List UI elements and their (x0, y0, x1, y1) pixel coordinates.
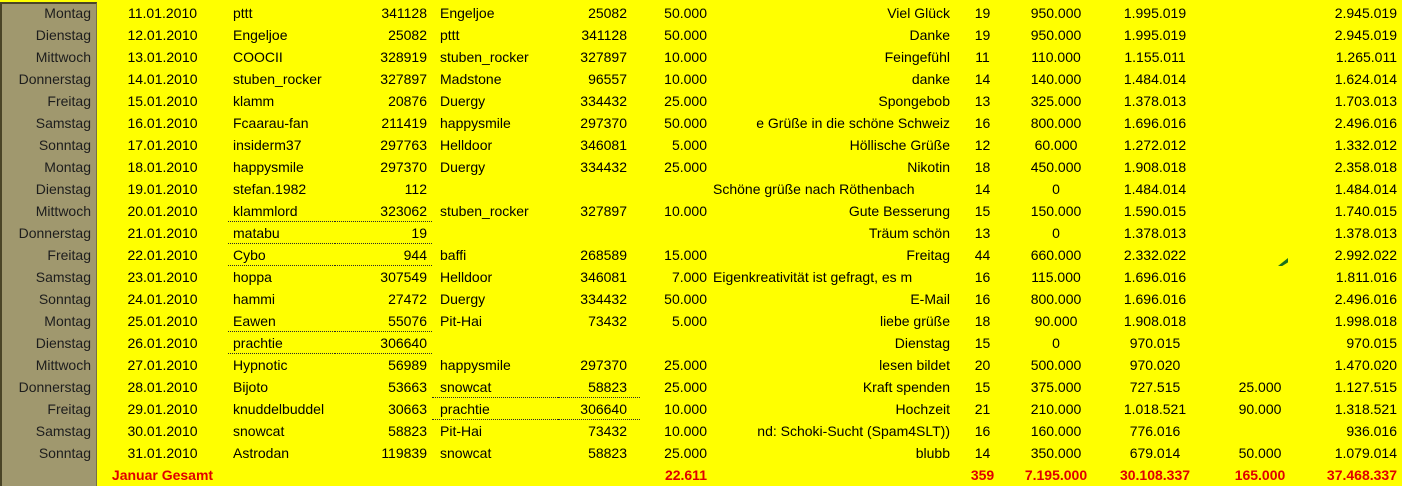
cell-subtotal1[interactable]: 350.000 (1030, 445, 1082, 461)
cell-id2[interactable]: 96557 (588, 71, 627, 87)
cell-day[interactable]: Dienstag (35, 27, 91, 43)
cell-amount[interactable]: 50.000 (664, 5, 707, 21)
cell-message[interactable]: Eigenkreativität ist gefragt, es m (713, 269, 913, 285)
cell-id2[interactable]: 334432 (580, 291, 627, 307)
cell-user2[interactable]: prachtie (432, 398, 558, 420)
cell-user2[interactable]: Pit-Hai (440, 313, 483, 329)
cell-total[interactable]: 2.945.019 (1334, 27, 1397, 43)
cell-subtotal1[interactable]: 115.000 (1031, 269, 1081, 285)
cell-total[interactable]: 1.470.020 (1334, 357, 1397, 373)
cell-subtotal1[interactable]: 140.000 (1030, 71, 1082, 87)
cell-message[interactable]: Hochzeit (895, 401, 950, 417)
cell-day[interactable]: Montag (44, 159, 91, 175)
cell-user2[interactable]: Helldoor (440, 137, 493, 153)
cell-subtotal1[interactable]: 210.000 (1030, 401, 1082, 417)
cell-subtotal2[interactable]: 1.155.011 (1124, 49, 1186, 65)
total-row-label[interactable]: Januar Gesamt (111, 467, 214, 483)
cell-date[interactable]: 14.01.2010 (127, 71, 198, 87)
cell-id2[interactable] (558, 464, 640, 486)
cell-user1[interactable]: Hypnotic (233, 357, 288, 373)
cell-id1[interactable]: 297370 (380, 159, 427, 175)
cell-message[interactable]: blubb (915, 445, 950, 461)
cell-total[interactable]: 1.484.014 (1334, 181, 1397, 197)
cell-subtotal2[interactable]: 970.020 (1129, 357, 1181, 373)
cell-bonus[interactable] (1210, 332, 1310, 354)
total-amount[interactable]: 22.611 (664, 467, 707, 483)
cell-count[interactable]: 15 (974, 203, 991, 219)
cell-id1[interactable]: 112 (404, 181, 427, 197)
cell-user2[interactable]: Pit-Hai (440, 423, 483, 439)
cell-user1[interactable]: prachtie (228, 332, 335, 354)
cell-date[interactable]: 19.01.2010 (127, 181, 198, 197)
cell-amount[interactable]: 5.000 (671, 313, 707, 329)
cell-user2[interactable]: happysmile (440, 357, 511, 373)
cell-message[interactable]: Freitag (906, 247, 950, 263)
cell-day[interactable]: Montag (44, 313, 91, 329)
cell-count[interactable]: 21 (974, 401, 991, 417)
cell-amount[interactable]: 25.000 (664, 93, 707, 109)
cell-day[interactable]: Dienstag (35, 335, 91, 351)
cell-id2[interactable]: 58823 (558, 376, 640, 398)
cell-amount[interactable]: 10.000 (664, 49, 707, 65)
cell-subtotal1[interactable]: 0 (1052, 335, 1060, 351)
cell-id2[interactable] (558, 178, 640, 200)
cell-date[interactable]: 16.01.2010 (127, 115, 198, 131)
cell-date[interactable]: 30.01.2010 (127, 423, 198, 439)
cell-user1[interactable]: Cybo (228, 244, 335, 266)
cell-day[interactable]: Mittwoch (35, 203, 91, 219)
cell-subtotal2[interactable]: 2.332.022 (1123, 247, 1187, 263)
cell-id2[interactable]: 346081 (580, 137, 627, 153)
cell-amount[interactable]: 25.000 (664, 357, 707, 373)
cell-id1[interactable]: 211419 (381, 115, 427, 131)
cell-total[interactable]: 1.332.012 (1334, 137, 1397, 153)
cell-message[interactable]: nd: Schoki-Sucht (Spam4SLT)) (757, 423, 950, 439)
cell-subtotal1[interactable]: 0 (1052, 181, 1060, 197)
cell-id2[interactable]: 334432 (580, 93, 627, 109)
cell-message[interactable]: Träum schön (868, 225, 950, 241)
cell-bonus[interactable] (1210, 134, 1310, 156)
cell-count[interactable]: 16 (974, 269, 991, 285)
cell-count[interactable]: 14 (974, 71, 991, 87)
cell-bonus[interactable] (1210, 68, 1310, 90)
cell-message[interactable]: Nikotin (907, 159, 950, 175)
cell-user2[interactable]: Duergy (440, 93, 486, 109)
cell-amount[interactable]: 10.000 (664, 203, 707, 219)
cell-user2[interactable]: happysmile (440, 115, 511, 131)
cell-day[interactable]: Montag (44, 5, 91, 21)
cell-total[interactable]: 2.945.019 (1334, 5, 1397, 21)
cell-day[interactable]: Sonntag (38, 291, 91, 307)
cell-id1[interactable]: 323062 (335, 200, 432, 222)
cell-subtotal2[interactable]: 727.515 (1129, 379, 1181, 395)
cell-user2[interactable]: stuben_rocker (440, 49, 529, 65)
cell-bonus[interactable] (1210, 200, 1310, 222)
cell-user1[interactable]: Eawen (228, 310, 335, 332)
cell-subtotal2[interactable]: 1.484.014 (1123, 71, 1187, 87)
cell-message[interactable] (712, 464, 953, 486)
cell-id2[interactable]: 327897 (580, 49, 627, 65)
cell-count[interactable]: 13 (974, 93, 991, 109)
cell-count[interactable]: 11 (975, 49, 990, 65)
cell-total[interactable]: 2.992.022 (1334, 247, 1397, 263)
cell-user1[interactable]: Astrodan (233, 445, 290, 461)
cell-total[interactable]: 2.496.016 (1334, 291, 1397, 307)
cell-subtotal2[interactable]: 1.908.018 (1123, 313, 1187, 329)
cell-total[interactable]: 1.703.013 (1334, 93, 1397, 109)
cell-amount[interactable]: 10.000 (664, 401, 707, 417)
cell-id1[interactable]: 19 (335, 222, 432, 244)
cell-bonus[interactable] (1210, 354, 1310, 376)
cell-amount[interactable]: 50.000 (664, 291, 707, 307)
cell-user2[interactable]: Duergy (440, 159, 486, 175)
cell-id1[interactable]: 119839 (381, 445, 427, 461)
cell-user1[interactable]: snowcat (233, 423, 285, 439)
cell-subtotal2[interactable]: 1.696.016 (1123, 115, 1187, 131)
cell-subtotal2[interactable]: 1.590.015 (1123, 203, 1187, 219)
cell-total[interactable]: 1.318.521 (1334, 401, 1397, 417)
cell-id1[interactable]: 25082 (388, 27, 427, 43)
cell-amount[interactable] (640, 332, 712, 354)
cell-user1[interactable]: klamm (233, 93, 275, 109)
cell-subtotal2[interactable]: 1.995.019 (1123, 5, 1187, 21)
cell-amount[interactable]: 5.000 (671, 137, 707, 153)
cell-date[interactable]: 29.01.2010 (127, 401, 198, 417)
cell-id1[interactable]: 55076 (335, 310, 432, 332)
cell-bonus[interactable]: 50.000 (1238, 445, 1282, 461)
cell-id1[interactable]: 341128 (381, 5, 427, 21)
cell-day[interactable]: Samstag (35, 115, 91, 131)
cell-bonus[interactable] (1210, 244, 1310, 266)
cell-id1[interactable]: 30663 (388, 401, 427, 417)
cell-id1[interactable]: 327897 (380, 71, 427, 87)
cell-id2[interactable]: 297370 (580, 115, 627, 131)
cell-subtotal2[interactable]: 776.016 (1129, 423, 1181, 439)
cell-date[interactable]: 28.01.2010 (127, 379, 198, 395)
cell-count[interactable]: 13 (974, 225, 991, 241)
cell-id2[interactable]: 327897 (580, 203, 627, 219)
cell-date[interactable]: 17.01.2010 (127, 137, 198, 153)
cell-amount[interactable]: 25.000 (664, 445, 707, 461)
cell-subtotal2[interactable]: 1.696.016 (1123, 269, 1187, 285)
total-bonus[interactable]: 165.000 (1234, 467, 1286, 483)
cell-id2[interactable]: 341128 (581, 27, 627, 43)
cell-subtotal2[interactable]: 1.272.012 (1123, 137, 1187, 153)
cell-user1[interactable]: klammlord (228, 200, 335, 222)
cell-day[interactable] (0, 464, 97, 486)
cell-subtotal1[interactable]: 375.000 (1030, 379, 1082, 395)
cell-day[interactable]: Freitag (47, 247, 91, 263)
cell-id2[interactable]: 346081 (580, 269, 627, 285)
cell-date[interactable]: 27.01.2010 (127, 357, 198, 373)
cell-id2[interactable] (558, 332, 640, 354)
cell-count[interactable]: 19 (974, 5, 991, 21)
cell-id1[interactable]: 944 (335, 244, 432, 266)
cell-amount[interactable]: 15.000 (664, 247, 707, 263)
cell-day[interactable]: Donnerstag (18, 379, 91, 395)
cell-user2[interactable]: snowcat (440, 445, 492, 461)
cell-message[interactable]: danke (911, 71, 950, 87)
cell-id2[interactable]: 297370 (580, 357, 627, 373)
cell-date[interactable]: 12.01.2010 (127, 27, 198, 43)
cell-bonus[interactable] (1210, 112, 1310, 134)
cell-subtotal1[interactable]: 325.000 (1030, 93, 1082, 109)
cell-subtotal2[interactable]: 1.995.019 (1123, 27, 1187, 43)
cell-user2[interactable]: Duergy (440, 291, 486, 307)
cell-subtotal2[interactable]: 1.378.013 (1123, 225, 1187, 241)
cell-user1[interactable]: COOCII (233, 49, 283, 65)
total-subtotal1[interactable]: 7.195.000 (1024, 467, 1088, 483)
total-subtotal2[interactable]: 30.108.337 (1119, 467, 1191, 483)
cell-id1[interactable]: 328919 (380, 49, 427, 65)
cell-message[interactable]: lesen bildet (879, 357, 950, 373)
cell-day[interactable]: Dienstag (35, 181, 91, 197)
cell-amount[interactable]: 7.000 (671, 269, 707, 285)
cell-user2[interactable]: Engeljoe (440, 5, 495, 21)
cell-user2[interactable] (432, 464, 558, 486)
cell-total[interactable]: 1.378.013 (1334, 225, 1397, 241)
cell-id2[interactable]: 306640 (558, 398, 640, 420)
cell-bonus[interactable]: 25.000 (1238, 379, 1282, 395)
cell-subtotal2[interactable]: 679.014 (1129, 445, 1181, 461)
cell-date[interactable]: 13.01.2010 (127, 49, 198, 65)
cell-bonus[interactable] (1210, 266, 1310, 288)
cell-day[interactable]: Freitag (47, 93, 91, 109)
cell-subtotal1[interactable]: 0 (1052, 225, 1060, 241)
cell-id2[interactable]: 73432 (588, 313, 627, 329)
cell-id1[interactable]: 56989 (388, 357, 427, 373)
cell-subtotal1[interactable]: 660.000 (1030, 247, 1082, 263)
cell-user1[interactable]: knuddelbuddel (233, 401, 325, 417)
spreadsheet-grid (0, 2, 1402, 486)
cell-message[interactable]: Höllische Grüße (849, 137, 950, 153)
cell-user1[interactable]: happysmile (233, 159, 304, 175)
cell-total[interactable]: 1.265.011 (1335, 49, 1397, 65)
cell-message[interactable]: Schöne grüße nach Röthenbach (713, 181, 915, 197)
cell-id2[interactable]: 58823 (588, 445, 627, 461)
cell-user1[interactable] (228, 464, 335, 486)
cell-user1[interactable]: matabu (228, 222, 335, 244)
cell-total[interactable]: 1.079.014 (1334, 445, 1397, 461)
cell-total[interactable]: 1.624.014 (1334, 71, 1397, 87)
cell-day[interactable]: Samstag (35, 423, 91, 439)
cell-user2[interactable]: Helldoor (440, 269, 493, 285)
cell-subtotal1[interactable]: 800.000 (1030, 291, 1082, 307)
cell-id1[interactable]: 20876 (388, 93, 427, 109)
cell-total[interactable]: 970.015 (1346, 335, 1397, 351)
cell-message[interactable]: Spongebob (878, 93, 950, 109)
cell-total[interactable]: 1.740.015 (1334, 203, 1397, 219)
total-count[interactable]: 359 (970, 467, 995, 483)
cell-day[interactable]: Mittwoch (35, 357, 91, 373)
cell-date[interactable]: 20.01.2010 (127, 203, 198, 219)
cell-count[interactable]: 19 (974, 27, 991, 43)
cell-id2[interactable]: 25082 (588, 5, 627, 21)
cell-count[interactable]: 18 (974, 159, 991, 175)
cell-count[interactable]: 12 (974, 137, 991, 153)
cell-subtotal2[interactable]: 1.018.521 (1123, 401, 1187, 417)
cell-amount[interactable]: 10.000 (664, 423, 707, 439)
cell-bonus[interactable] (1210, 288, 1310, 310)
cell-bonus[interactable] (1210, 178, 1310, 200)
cell-bonus[interactable] (1210, 2, 1310, 24)
cell-bonus[interactable] (1210, 310, 1310, 332)
cell-id1[interactable]: 53663 (388, 379, 427, 395)
total-sum[interactable]: 37.468.337 (1326, 467, 1397, 483)
cell-id1[interactable]: 58823 (388, 423, 427, 439)
cell-count[interactable]: 20 (974, 357, 991, 373)
cell-subtotal1[interactable]: 950.000 (1030, 27, 1082, 43)
cell-date[interactable]: 23.01.2010 (127, 269, 198, 285)
cell-message[interactable]: e Grüße in die schöne Schweiz (756, 115, 950, 131)
cell-count[interactable]: 15 (974, 335, 991, 351)
cell-day[interactable]: Donnerstag (18, 225, 91, 241)
cell-user1[interactable]: insiderm37 (233, 137, 302, 153)
cell-message[interactable]: liebe grüße (879, 313, 950, 329)
cell-bonus[interactable] (1210, 46, 1310, 68)
cell-bonus[interactable] (1210, 420, 1310, 442)
cell-total[interactable]: 2.496.016 (1334, 115, 1397, 131)
cell-id2[interactable]: 73432 (588, 423, 627, 439)
cell-count[interactable]: 16 (974, 423, 991, 439)
cell-subtotal1[interactable]: 60.000 (1034, 137, 1078, 153)
cell-amount[interactable]: 10.000 (664, 71, 707, 87)
cell-user2[interactable] (432, 222, 558, 244)
cell-user1[interactable]: Engeljoe (233, 27, 288, 43)
cell-subtotal1[interactable]: 90.000 (1034, 313, 1078, 329)
cell-bonus[interactable] (1210, 90, 1310, 112)
cell-id1[interactable] (335, 464, 432, 486)
cell-amount[interactable]: 25.000 (664, 159, 707, 175)
cell-date[interactable]: 11.01.2010 (127, 5, 198, 21)
cell-count[interactable]: 16 (974, 115, 991, 131)
cell-user1[interactable]: hammi (233, 291, 276, 307)
cell-message[interactable]: Viel Glück (887, 5, 950, 21)
cell-count[interactable]: 14 (974, 181, 991, 197)
cell-subtotal1[interactable]: 150.000 (1030, 203, 1082, 219)
cell-user1[interactable]: Fcaarau-fan (233, 115, 309, 131)
cell-total[interactable]: 1.127.515 (1334, 379, 1397, 395)
cell-bonus[interactable] (1210, 156, 1310, 178)
cell-count[interactable]: 18 (974, 313, 991, 329)
cell-user2[interactable] (432, 332, 558, 354)
cell-user2[interactable]: baffi (440, 247, 467, 263)
cell-id2[interactable] (558, 222, 640, 244)
cell-bonus[interactable] (1210, 24, 1310, 46)
cell-amount[interactable]: 25.000 (664, 379, 707, 395)
cell-day[interactable]: Sonntag (38, 445, 91, 461)
cell-amount[interactable] (640, 178, 712, 200)
cell-date[interactable]: 24.01.2010 (127, 291, 198, 307)
cell-amount[interactable]: 50.000 (664, 115, 707, 131)
cell-count[interactable]: 15 (974, 379, 991, 395)
cell-date[interactable]: 26.01.2010 (127, 335, 198, 351)
cell-id2[interactable]: 268589 (580, 247, 627, 263)
cell-message[interactable]: Dienstag (894, 335, 950, 351)
cell-day[interactable]: Sonntag (38, 137, 91, 153)
cell-date[interactable]: 31.01.2010 (127, 445, 198, 461)
cell-total[interactable]: 2.358.018 (1334, 159, 1397, 175)
cell-day[interactable]: Freitag (47, 401, 91, 417)
cell-day[interactable]: Samstag (35, 269, 91, 285)
cell-user2[interactable]: Madstone (440, 71, 502, 87)
cell-subtotal2[interactable]: 1.378.013 (1123, 93, 1187, 109)
cell-id1[interactable]: 27472 (388, 291, 427, 307)
cell-id2[interactable]: 334432 (580, 159, 627, 175)
cell-user1[interactable]: Bijoto (233, 379, 269, 395)
cell-count[interactable]: 14 (974, 445, 991, 461)
cell-total[interactable]: 1.811.016 (1335, 269, 1397, 285)
cell-user2[interactable]: pttt (440, 27, 460, 43)
cell-user2[interactable]: snowcat (432, 376, 558, 398)
cell-total[interactable]: 1.998.018 (1334, 313, 1397, 329)
cell-message[interactable]: Kraft spenden (862, 379, 950, 395)
cell-subtotal1[interactable]: 800.000 (1030, 115, 1082, 131)
cell-amount[interactable]: 50.000 (664, 27, 707, 43)
cell-subtotal1[interactable]: 500.000 (1030, 357, 1082, 373)
cell-user1[interactable]: stefan.1982 (233, 181, 307, 197)
cell-day[interactable]: Mittwoch (35, 49, 91, 65)
cell-user1[interactable]: hoppa (233, 269, 272, 285)
cell-message[interactable]: Feingefühl (884, 49, 950, 65)
cell-user2[interactable]: stuben_rocker (440, 203, 529, 219)
cell-subtotal2[interactable]: 1.484.014 (1123, 181, 1187, 197)
cell-subtotal1[interactable]: 110.000 (1031, 49, 1081, 65)
cell-id1[interactable]: 307549 (380, 269, 427, 285)
cell-amount[interactable] (640, 222, 712, 244)
cell-count[interactable]: 16 (974, 291, 991, 307)
cell-date[interactable]: 15.01.2010 (127, 93, 198, 109)
cell-count[interactable]: 44 (974, 247, 991, 263)
cell-user2[interactable] (432, 178, 558, 200)
cell-subtotal1[interactable]: 450.000 (1030, 159, 1082, 175)
cell-subtotal1[interactable]: 950.000 (1030, 5, 1082, 21)
cell-subtotal1[interactable]: 160.000 (1030, 423, 1082, 439)
cell-subtotal2[interactable]: 970.015 (1129, 335, 1181, 351)
cell-user1[interactable]: pttt (233, 5, 253, 21)
cell-date[interactable]: 21.01.2010 (127, 225, 198, 241)
cell-message[interactable]: Danke (909, 27, 950, 43)
cell-date[interactable]: 25.01.2010 (127, 313, 198, 329)
cell-subtotal2[interactable]: 1.908.018 (1123, 159, 1187, 175)
cell-subtotal2[interactable]: 1.696.016 (1123, 291, 1187, 307)
cell-bonus[interactable]: 90.000 (1238, 401, 1282, 417)
cell-user1[interactable]: stuben_rocker (233, 71, 322, 87)
cell-message[interactable]: Gute Besserung (848, 203, 950, 219)
cell-date[interactable]: 22.01.2010 (127, 247, 198, 263)
cell-id1[interactable]: 297763 (380, 137, 427, 153)
cell-id1[interactable]: 306640 (335, 332, 432, 354)
cell-day[interactable]: Donnerstag (18, 71, 91, 87)
cell-message[interactable]: E-Mail (910, 291, 950, 307)
cell-bonus[interactable] (1210, 222, 1310, 244)
cell-date[interactable]: 18.01.2010 (127, 159, 198, 175)
cell-total[interactable]: 936.016 (1346, 423, 1397, 439)
